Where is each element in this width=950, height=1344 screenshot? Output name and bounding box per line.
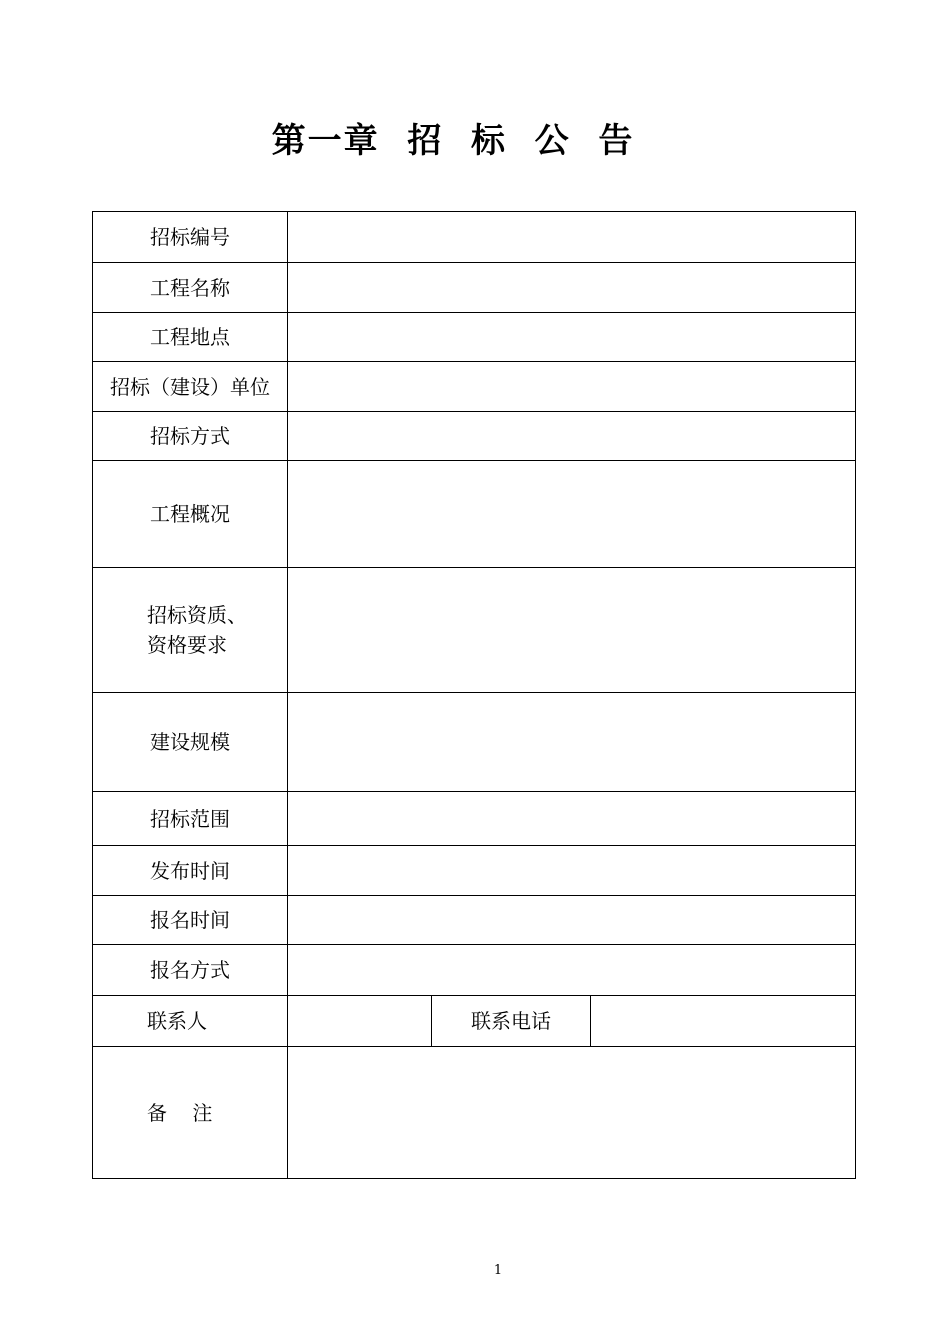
table-row bbox=[93, 896, 856, 945]
construction-scale-label: 建设规模 bbox=[93, 693, 288, 792]
tender-number-label: 招标编号 bbox=[93, 212, 288, 263]
project-location-label: 工程地点 bbox=[93, 313, 288, 362]
registration-method-label: 报名方式 bbox=[93, 945, 288, 996]
contact-phone-label: 联系电话 bbox=[432, 996, 591, 1047]
table-row bbox=[93, 568, 856, 693]
project-overview-label: 工程概况 bbox=[93, 461, 288, 568]
remarks-label: 备 注 bbox=[93, 1047, 288, 1179]
table-row bbox=[93, 693, 856, 792]
qualification-label-line-1: 招标资质、 bbox=[147, 603, 247, 627]
tender-scope-field[interactable] bbox=[288, 792, 856, 846]
tender-announcement-table bbox=[92, 211, 856, 1179]
project-name-field[interactable] bbox=[288, 263, 856, 313]
project-location-field[interactable] bbox=[288, 313, 856, 362]
tendering-unit-field[interactable] bbox=[288, 362, 856, 412]
table-row bbox=[93, 412, 856, 461]
page-title: 第一章 招 标 公 告 bbox=[271, 121, 635, 161]
table-row bbox=[93, 212, 856, 263]
construction-scale-field[interactable] bbox=[288, 693, 856, 792]
qualification-requirements-field[interactable] bbox=[288, 568, 856, 693]
table-row bbox=[93, 945, 856, 996]
publish-time-label: 发布时间 bbox=[93, 846, 288, 896]
table-row bbox=[93, 263, 856, 313]
project-name-label: 工程名称 bbox=[93, 263, 288, 313]
table-row bbox=[93, 461, 856, 568]
page-number: 1 bbox=[493, 1263, 503, 1278]
tendering-unit-label: 招标（建设）单位 bbox=[93, 362, 288, 412]
registration-time-label: 报名时间 bbox=[93, 896, 288, 945]
registration-method-field[interactable] bbox=[288, 945, 856, 996]
tender-number-field[interactable] bbox=[288, 212, 856, 263]
tender-method-field[interactable] bbox=[288, 412, 856, 461]
remarks-field[interactable] bbox=[288, 1047, 856, 1179]
contact-person-field[interactable] bbox=[288, 996, 432, 1047]
table-row bbox=[93, 313, 856, 362]
tender-scope-label: 招标范围 bbox=[93, 792, 288, 846]
qualification-requirements-label bbox=[93, 568, 288, 693]
publish-time-field[interactable] bbox=[288, 846, 856, 896]
tender-method-label: 招标方式 bbox=[93, 412, 288, 461]
contact-phone-field[interactable] bbox=[591, 996, 856, 1047]
table-row bbox=[93, 1047, 856, 1179]
table-row bbox=[93, 792, 856, 846]
registration-time-field[interactable] bbox=[288, 896, 856, 945]
table-row bbox=[93, 996, 856, 1047]
contact-person-label: 联系人 bbox=[93, 996, 288, 1047]
qualification-label-line-2: 资格要求 bbox=[147, 633, 227, 657]
table-row bbox=[93, 846, 856, 896]
table-row bbox=[93, 362, 856, 412]
project-overview-field[interactable] bbox=[288, 461, 856, 568]
